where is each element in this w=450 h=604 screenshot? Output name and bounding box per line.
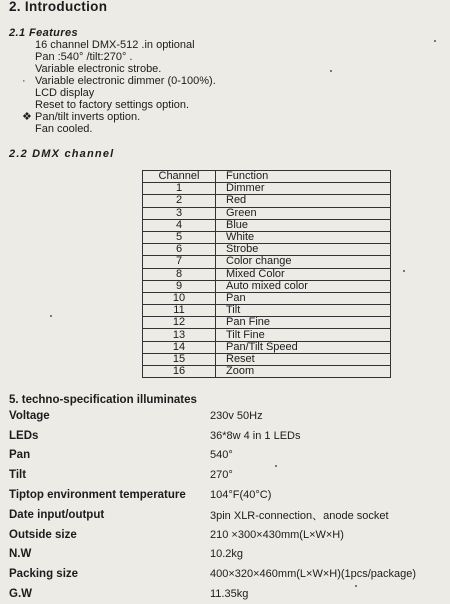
bullet-icon: · — [22, 75, 26, 87]
channel-cell: 12 — [143, 317, 216, 329]
function-cell: Strobe — [216, 244, 391, 256]
function-cell: Pan — [216, 292, 391, 304]
channel-cell: 9 — [143, 280, 216, 292]
spec-value: 210 ×300×430mm(L×W×H) — [210, 528, 344, 541]
spec-label: N.W — [9, 548, 32, 561]
table-row — [143, 280, 391, 292]
spec-row — [9, 564, 449, 584]
channel-cell: 14 — [143, 341, 216, 353]
feature-item — [22, 111, 216, 123]
spec-value: 400×320×460mm(L×W×H)(1pcs/package) — [210, 568, 417, 581]
channel-cell: 13 — [143, 329, 216, 341]
function-cell: Mixed Color — [216, 268, 391, 280]
table-row — [143, 305, 391, 317]
table-row — [143, 207, 391, 219]
channel-cell: 3 — [143, 207, 216, 219]
function-cell: Zoom — [216, 366, 391, 378]
spec-value: 230v 50Hz — [210, 409, 263, 422]
scan-speck — [355, 585, 357, 587]
spec-row — [9, 584, 449, 604]
channel-cell: 6 — [143, 244, 216, 256]
feature-item — [35, 99, 216, 111]
feature-item — [35, 87, 216, 99]
scan-speck — [434, 40, 436, 42]
scan-speck — [275, 465, 277, 467]
bullet-icon: ❖ — [22, 111, 32, 123]
spec-row — [9, 446, 449, 466]
table-row — [143, 329, 391, 341]
table-row — [143, 366, 391, 378]
feature-item — [22, 75, 216, 87]
feature-text: 16 channel DMX-512 .in optional — [35, 39, 195, 51]
features-heading: 2.1 Features — [9, 27, 79, 39]
table-header-row — [143, 171, 391, 183]
feature-item — [35, 39, 216, 51]
spec-value: 104°F(40°C) — [210, 489, 272, 502]
feature-text: Pan/tilt inverts option. — [35, 111, 141, 123]
feature-text: Variable electronic dimmer (0-100%). — [35, 75, 216, 87]
channel-cell: 10 — [143, 292, 216, 304]
function-cell: Tilt — [216, 305, 391, 317]
table-row — [143, 195, 391, 207]
feature-text: LCD display — [35, 87, 95, 99]
spec-value: 11.35kg — [210, 588, 249, 601]
channel-cell: 7 — [143, 256, 216, 268]
function-cell: Auto mixed color — [216, 280, 391, 292]
section-title: 2. Introduction — [9, 0, 108, 14]
spec-label: G.W — [9, 588, 32, 601]
table-row — [143, 317, 391, 329]
function-cell: White — [216, 231, 391, 243]
channel-cell: 16 — [143, 366, 216, 378]
function-cell: Red — [216, 195, 391, 207]
function-cell: Color change — [216, 256, 391, 268]
function-cell: Dimmer — [216, 183, 391, 195]
table-row — [143, 341, 391, 353]
spec-value: 270° — [210, 469, 233, 482]
spec-row — [9, 505, 449, 525]
dmx-channel-table — [142, 170, 391, 378]
feature-text: Pan :540° /tilt:270° . — [35, 51, 133, 63]
channel-cell: 2 — [143, 195, 216, 207]
spec-value: 3pin XLR-connection、anode socket — [210, 509, 389, 522]
spec-label: Voltage — [9, 409, 50, 422]
function-cell: Green — [216, 207, 391, 219]
table-row — [143, 244, 391, 256]
features-list — [22, 39, 216, 135]
table-row — [143, 183, 391, 195]
spec-row — [9, 426, 449, 446]
spec-value: 36*8w 4 in 1 LEDs — [210, 429, 301, 442]
spec-label: Packing size — [9, 568, 79, 581]
channel-cell: 4 — [143, 219, 216, 231]
feature-text: Variable electronic strobe. — [35, 63, 162, 75]
spec-row — [9, 545, 449, 565]
spec-list — [9, 406, 449, 604]
spec-row — [9, 406, 449, 426]
feature-item — [35, 51, 216, 63]
channel-cell: 8 — [143, 268, 216, 280]
spec-label: Pan — [9, 449, 31, 462]
dmx-table-body — [143, 183, 391, 378]
spec-label: LEDs — [9, 429, 39, 442]
spec-row — [9, 485, 449, 505]
channel-cell: 5 — [143, 231, 216, 243]
spec-value: 540° — [210, 449, 233, 462]
table-row — [143, 231, 391, 243]
spec-row — [9, 525, 449, 545]
function-column-header: Function — [216, 171, 391, 183]
function-cell: Tilt Fine — [216, 329, 391, 341]
spec-label: Outside size — [9, 528, 77, 541]
channel-cell: 15 — [143, 353, 216, 365]
function-cell: Reset — [216, 353, 391, 365]
spec-label: Date input/output — [9, 508, 105, 521]
table-row — [143, 219, 391, 231]
table-row — [143, 292, 391, 304]
scan-speck — [50, 315, 52, 317]
spec-value: 10.2kg — [210, 548, 244, 561]
function-cell: Pan/Tilt Speed — [216, 341, 391, 353]
function-cell: Pan Fine — [216, 317, 391, 329]
channel-cell: 11 — [143, 305, 216, 317]
spec-label: Tilt — [9, 469, 27, 482]
table-row — [143, 256, 391, 268]
scan-speck — [330, 70, 332, 72]
feature-item — [35, 63, 216, 75]
function-cell: Blue — [216, 219, 391, 231]
dmx-heading: 2.2 DMX channel — [9, 148, 115, 160]
feature-text: Fan cooled. — [35, 123, 93, 135]
channel-cell: 1 — [143, 183, 216, 195]
spec-label: Tiptop environment temperature — [9, 489, 186, 502]
feature-text: Reset to factory settings option. — [35, 99, 190, 111]
spec-row — [9, 465, 449, 485]
table-row — [143, 353, 391, 365]
table-row — [143, 268, 391, 280]
scan-speck — [403, 270, 405, 272]
channel-column-header: Channel — [143, 171, 216, 183]
feature-item — [35, 123, 216, 135]
specs-heading: 5. techno-specification illuminates — [9, 394, 197, 406]
